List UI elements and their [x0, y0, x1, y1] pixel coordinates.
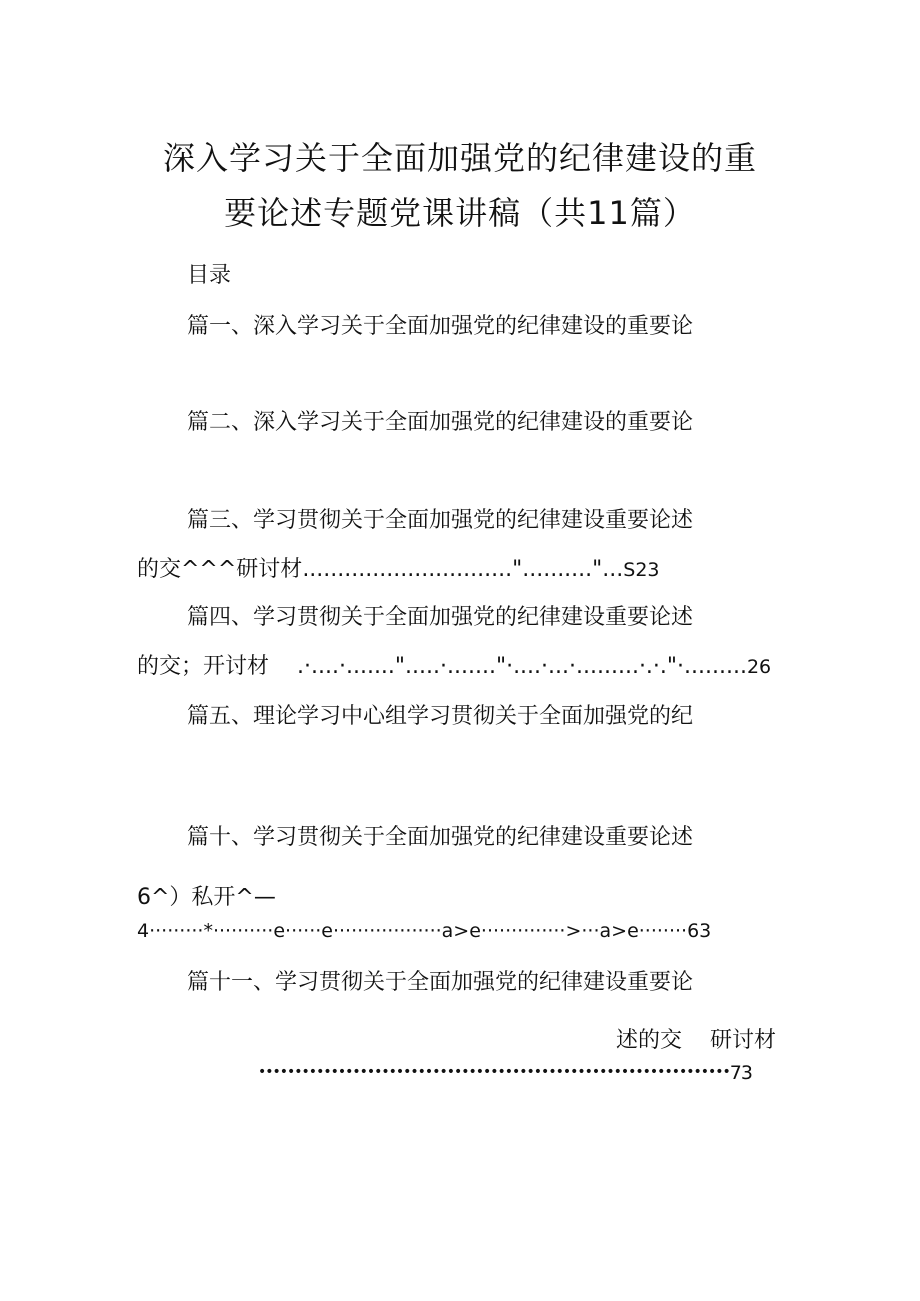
toc-entry-10[interactable]: 篇十、学习贯彻关于全面加强党的纪律建设重要论述 — [187, 825, 694, 850]
toc-entry-3-continuation — [137, 556, 660, 584]
toc-heading: 目录 — [187, 263, 232, 288]
toc-entry-2[interactable]: 篇二、深入学习关于全面加强党的纪律建设的重要论 — [187, 410, 694, 435]
toc-entry-10-continuation: 6^）私开^— — [137, 885, 276, 910]
toc-entry-11-text-a: 述的交 — [616, 1028, 683, 1053]
document-title-line-1: 深入学习关于全面加强党的纪律建设的重 — [162, 139, 757, 177]
toc-entry-11-leader-line — [258, 1058, 752, 1087]
toc-entry-3-leader: ..............................".........."... — [302, 557, 624, 582]
toc-entry-10-leader-line — [137, 917, 711, 945]
toc-entry-10-page: 63 — [687, 920, 712, 942]
toc-entry-11-leader: ••••••••••••••••••••••••••••••••••••••••••••••••••••••••••••••••• — [258, 1064, 730, 1080]
toc-entry-3-text: 的交^^^研讨材 — [137, 557, 303, 582]
toc-entry-4[interactable]: 篇四、学习贯彻关于全面加强党的纪律建设重要论述 — [187, 605, 694, 630]
toc-entry-11[interactable]: 篇十一、学习贯彻关于全面加强党的纪律建设重要论 — [187, 970, 694, 995]
toc-entry-5[interactable]: 篇五、理论学习中心组学习贯彻关于全面加强党的纪 — [187, 704, 694, 729]
toc-entry-3-page: S23 — [623, 559, 660, 581]
toc-entry-1[interactable]: 篇一、深入学习关于全面加强党的纪律建设的重要论 — [187, 314, 694, 339]
toc-entry-4-text: 的交；开讨材 — [137, 654, 270, 679]
toc-entry-10-leader: 4·········*··········e······e··················a>e··············>···a>e········ — [137, 920, 688, 942]
toc-entry-11-continuation — [616, 1027, 776, 1055]
toc-entry-4-leader: .·....·.......".....·......."·....·...·.........·.·."·......... — [297, 654, 747, 679]
toc-entry-11-text-b: 研讨材 — [710, 1028, 777, 1053]
toc-entry-4-continuation — [137, 653, 771, 681]
toc-entry-3[interactable]: 篇三、学习贯彻关于全面加强党的纪律建设重要论述 — [187, 508, 694, 533]
document-title-line-2: 要论述专题党课讲稿（共11篇） — [224, 194, 696, 232]
toc-entry-11-page: 73 — [729, 1062, 752, 1084]
toc-entry-4-page: 26 — [746, 656, 772, 678]
